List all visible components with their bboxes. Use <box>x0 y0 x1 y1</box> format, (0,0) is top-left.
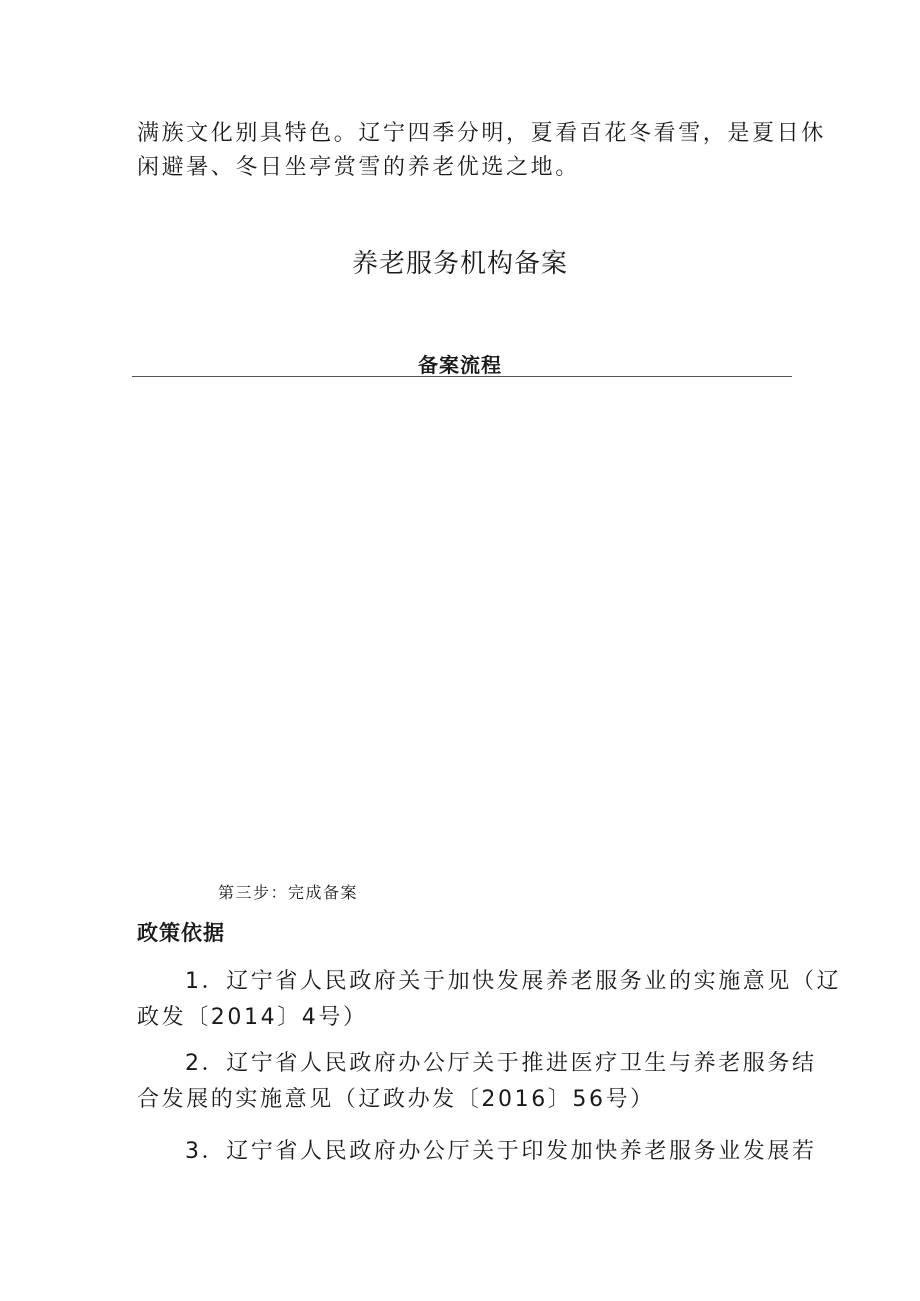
policy-item-3-line-1: 3．辽宁省人民政府办公厅关于印发加快养老服务业发展若 <box>185 1139 817 1164</box>
flowchart-area <box>132 380 792 860</box>
policy-item-1-line-1: 1．辽宁省人民政府关于加快发展养老服务业的实施意见（辽 <box>185 969 842 994</box>
policy-item-2 <box>137 1046 817 1118</box>
policy-item-1 <box>137 964 842 1036</box>
intro-paragraph <box>137 117 826 185</box>
policy-item-2-line-1: 2．辽宁省人民政府办公厅关于推进医疗卫生与养老服务结 <box>185 1051 817 1076</box>
section-divider <box>132 376 792 377</box>
intro-line-1: 满族文化别具特色。辽宁四季分明，夏看百花冬看雪，是夏日休 <box>137 121 826 146</box>
policy-item-2-line-2: 合发展的实施意见（辽政办发〔2016〕56号） <box>137 1087 655 1112</box>
policy-basis-heading: 政策依据 <box>137 921 225 945</box>
intro-line-2: 闲避暑、冬日坐亭赏雪的养老优选之地。 <box>137 155 580 180</box>
policy-item-3 <box>137 1134 817 1170</box>
page-title: 养老服务机构备案 <box>351 249 568 279</box>
section-title-filing-process: 备案流程 <box>418 353 502 377</box>
step-three-label: 第三步：完成备案 <box>218 883 359 902</box>
policy-item-1-line-2: 政发〔2014〕4号） <box>137 1005 368 1030</box>
